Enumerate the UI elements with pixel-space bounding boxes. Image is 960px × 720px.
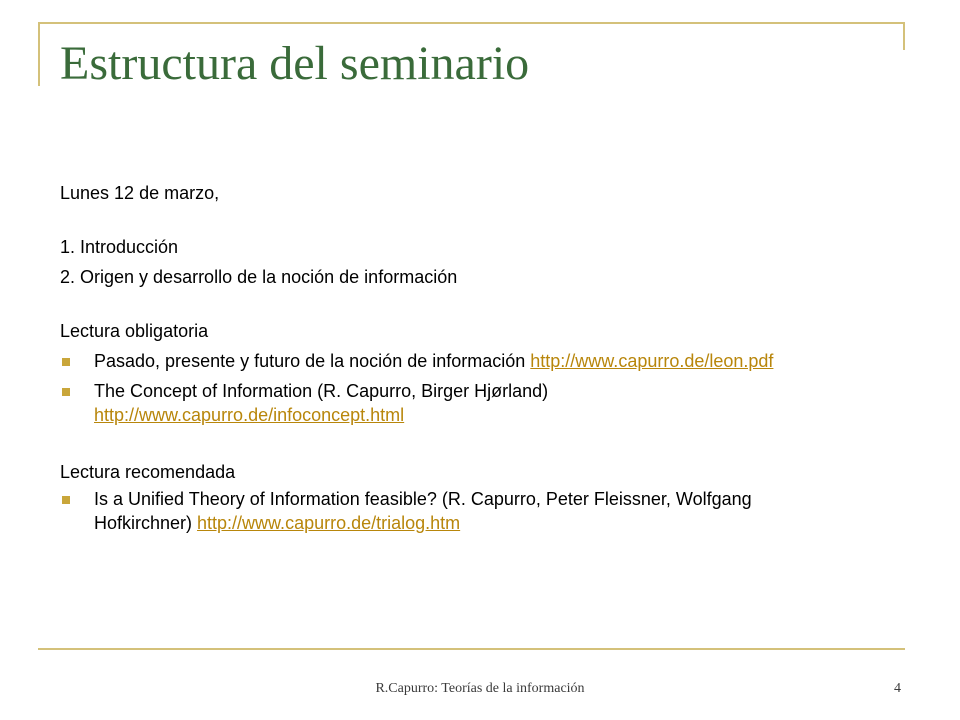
spacer (60, 208, 910, 232)
frame-left-line (38, 22, 40, 86)
square-bullet-icon (62, 496, 70, 504)
reading-title: The Concept of Information (R. Capurro, Birger Hjørland) (94, 381, 549, 401)
list-item (60, 349, 910, 373)
footer-divider (38, 648, 905, 650)
list-item (60, 487, 910, 535)
list-item (60, 379, 910, 427)
reading-title: Pasado, presente y futuro de la noción de información (94, 351, 531, 371)
recommended-reading-heading: Lectura recomendada (60, 462, 236, 482)
frame-right-line (903, 22, 905, 50)
slide-title: Estructura del seminario (60, 37, 530, 90)
reading-link[interactable]: http://www.capurro.de/leon.pdf (530, 351, 774, 371)
square-bullet-icon (62, 388, 70, 396)
required-reading-list (60, 349, 910, 427)
agenda-item-1: 1. Introducción (60, 237, 179, 257)
recommended-reading-list (60, 487, 910, 535)
page-number: 4 (894, 681, 901, 696)
slide-content (60, 178, 910, 541)
spacer (60, 433, 910, 457)
reading-link[interactable]: http://www.capurro.de/trialog.htm (197, 513, 461, 533)
footer-text: R.Capurro: Teorías de la información (375, 681, 585, 696)
square-bullet-icon (62, 358, 70, 366)
date-line: Lunes 12 de marzo, (60, 183, 220, 203)
frame-top-line (38, 22, 905, 24)
agenda-item-2: 2. Origen y desarrollo de la noción de información (60, 267, 458, 287)
spacer (60, 292, 910, 316)
reading-link[interactable]: http://www.capurro.de/infoconcept.html (94, 405, 405, 425)
required-reading-heading: Lectura obligatoria (60, 321, 209, 341)
reading-title-line-1: Is a Unified Theory of Information feasible? (R. Capurro, Peter Fleissner, Wolfgang (94, 489, 752, 509)
reading-title-line-2: Hofkirchner) (94, 513, 198, 533)
